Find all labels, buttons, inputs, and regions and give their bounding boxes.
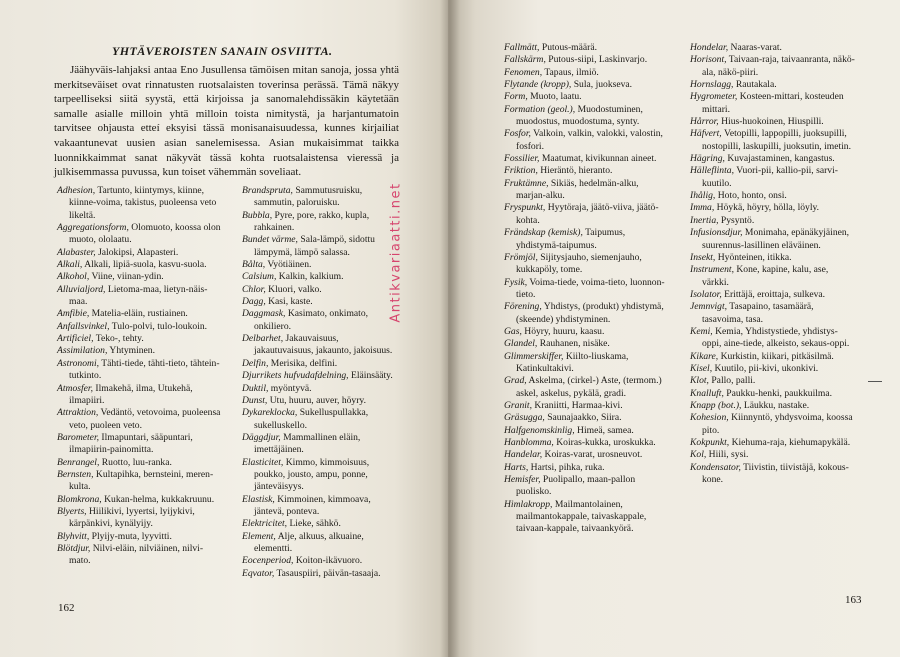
glossary-entry <box>242 308 397 333</box>
glossary-entry <box>504 277 669 302</box>
entry-definition: Kosteen-mittari, kosteuden mittari. <box>702 91 844 115</box>
entry-term: Bernsten, <box>57 468 94 480</box>
entry-definition: Alje, alkuus, alkuaine, elementti. <box>254 530 364 554</box>
entry-definition: Mammallinen eläin, imettäjäinen. <box>254 431 361 456</box>
glossary-entry <box>504 79 669 91</box>
entry-term: Dykareklocka, <box>242 407 298 419</box>
entry-term: Atmosfer, <box>57 382 93 394</box>
entry-definition: Tiivistin, tiivistäjä, kokous-kone. <box>702 461 849 486</box>
entry-term: Duktil, <box>242 382 269 394</box>
glossary-entry <box>690 363 855 375</box>
entry-term: Infusionsdjur, <box>690 227 743 239</box>
entry-term: Chlor, <box>242 283 266 295</box>
glossary-entry <box>242 185 397 210</box>
entry-term: Fysik, <box>504 276 528 288</box>
glossary-entry <box>690 227 855 252</box>
glossary-entry <box>242 284 397 296</box>
entry-term: Elektricitet, <box>242 518 288 530</box>
entry-definition: Kimmo, kimmoisuus, poukko, jousto, ampu, ponne, jänteväisyys. <box>254 456 370 493</box>
glossary-entry <box>57 531 222 543</box>
glossary-entry <box>504 400 669 412</box>
entry-term: Imma, <box>690 202 715 214</box>
intro-text: Jäähyväis-lahjaksi antaa Eno Jusullensa tämöisen mitan sanoja, jossa yhtä merkitseväiset ovat rinnatusten ruotsalaisten toverinsa perässä. Tämä näkyy tarpeelliseksi siitä syystä, että kirjoissa ja sanomalehdissäkin käytetään samalle asialle milloin yhtä milloin toista nimitystä, ja harjantumatoin tarvitsee ohjausta etteí eksyisi tässä monisanaisuudessa, kunnes kirjailiat vakaantunevat uusien asian sanelemisessa. Asian mukaisimmat taikka luonnikkaimmat sanat näkyvät tässä kohta ruotsalaistensa vieressä ja julkisemmassa puvussa, kun toiset vähemmän soveliaat. <box>54 64 399 179</box>
glossary-entry <box>690 165 855 190</box>
entry-definition: Taivaan-raja, taivaanranta, näkö-ala, näkö-piiri. <box>702 54 855 78</box>
entry-term: Bålta, <box>242 259 266 271</box>
entry-term: Hornslagg, <box>690 79 734 91</box>
page-number-left: 162 <box>58 602 75 614</box>
entry-term: Bubbla, <box>242 209 273 221</box>
glossary-entry <box>504 301 669 326</box>
entry-term: Hårror, <box>690 116 719 128</box>
entry-definition: Hius-huokoinen, Hiuspilli. <box>721 116 824 128</box>
glossary-entry <box>242 383 397 395</box>
entry-term: Astronomi, <box>57 357 100 369</box>
glossary-entry <box>504 227 669 252</box>
entry-definition: Tartunto, kiintymys, kiinne, kiinne-voima, takistus, puoleensa veto likeltä. <box>69 185 217 221</box>
entry-term: Fenomen, <box>504 66 543 78</box>
entry-definition: Lietoma-maa, lietyn-näis-maa. <box>69 283 208 308</box>
glossary-entry <box>690 153 855 165</box>
entry-definition: Vuori-pii, kallio-pii, sarvi-kuutilo. <box>702 165 838 189</box>
entry-term: Aggregationsform, <box>57 222 129 234</box>
glossary-entry <box>690 412 855 437</box>
entry-term: Blötdjur, <box>57 542 91 554</box>
glossary-entry <box>242 494 397 519</box>
entry-definition: Naaras-varat. <box>730 42 782 53</box>
entry-term: Fossilier, <box>504 153 540 165</box>
entry-term: Isolator, <box>690 288 722 300</box>
entry-definition: Yhtyminen. <box>109 345 155 357</box>
glossary-entry <box>242 395 397 407</box>
glossary-entry <box>242 568 397 580</box>
entry-term: Bundet värme, <box>242 234 298 246</box>
entry-term: Elastisk, <box>242 493 275 505</box>
entry-definition: Hiili, sysi. <box>708 449 749 461</box>
glossary-entry <box>242 407 397 432</box>
entry-definition: Putous-määrä. <box>541 42 598 53</box>
glossary-entry <box>690 351 855 363</box>
glossary-entry <box>504 104 669 129</box>
glossary-entry <box>57 259 222 271</box>
entry-definition: Höyry, huuru, kaasu. <box>524 325 605 337</box>
entry-definition: Vyötiäinen. <box>267 259 312 271</box>
entry-term: Kikare, <box>690 350 719 362</box>
glossary-entry <box>57 333 222 345</box>
glossary-entry <box>504 351 669 376</box>
entry-definition: Sukelluspullakka, sukelluskello. <box>254 407 369 431</box>
glossary-entry <box>242 432 397 457</box>
entry-definition: Kimmoinen, kimmoava, jäntevä, ponteva. <box>254 493 371 517</box>
entry-term: Flytande (kropp), <box>504 79 572 91</box>
entry-definition: Läukku, nastake. <box>743 399 810 411</box>
entry-definition: Sijitysjauho, siemenjauho, kukkapöly, tome. <box>516 251 642 276</box>
glossary-entry <box>57 469 222 494</box>
glossary-entry <box>504 178 669 203</box>
entry-definition: Hyönteinen, itikka. <box>717 251 792 263</box>
entry-definition: Kiehuma-raja, kiehumapykälä. <box>731 437 851 448</box>
entry-term: Element, <box>242 530 276 542</box>
glossary-entry <box>690 215 855 227</box>
page-title: YHTÄVEROISTEN SANAIN OSVIITTA. <box>112 44 333 58</box>
glossary-entry <box>504 54 669 66</box>
glossary-entry <box>242 518 397 530</box>
margin-mark <box>868 381 882 382</box>
entry-definition: Viine, viinan-ydin. <box>91 271 164 283</box>
entry-definition: Kluori, valko. <box>268 283 322 295</box>
entry-definition: Maatumat, kivikunnan aineet. <box>541 153 657 165</box>
entry-definition: Kuvajastaminen, kangastus. <box>727 153 835 165</box>
entry-term: Delbarhet, <box>242 333 284 345</box>
glossary-entry <box>57 494 222 506</box>
entry-term: Alkohol, <box>57 271 90 283</box>
glossary-entry <box>57 321 222 333</box>
entry-term: Calsium, <box>242 271 277 283</box>
entry-definition: Sikiäs, hedelmän-alku, marjan-alku. <box>516 177 639 202</box>
glossary-entry <box>690 42 855 54</box>
entry-definition: Puolipallo, maan-pallon puolisko. <box>516 474 636 498</box>
glossary-entry <box>57 457 222 469</box>
left-page <box>0 0 448 657</box>
glossary-entry <box>690 388 855 400</box>
entry-term: Fallskärm, <box>504 54 546 66</box>
entry-definition: Matelia-eläin, rustiainen. <box>91 308 188 320</box>
page-number-right: 163 <box>845 594 862 606</box>
entry-term: Harts, <box>504 461 529 473</box>
right-column-2 <box>690 42 855 486</box>
glossary-entry <box>690 190 855 202</box>
entry-term: Eqvator, <box>242 567 275 579</box>
entry-term: Gräsugga, <box>504 412 545 424</box>
entry-term: Frändskap (kemisk), <box>504 227 583 239</box>
entry-term: Klot, <box>690 375 709 387</box>
intro-paragraph <box>54 63 399 180</box>
entry-term: Halfgenomskinlig, <box>504 424 575 436</box>
entry-term: Kondensator, <box>690 461 741 473</box>
entry-definition: Tasapaino, tasamäärä, tasavoima, tasa. <box>702 301 814 325</box>
glossary-entry <box>57 185 222 222</box>
left-column-2 <box>242 185 397 580</box>
entry-term: Alluvialjord, <box>57 283 106 295</box>
entry-term: Brandspruta, <box>242 185 293 196</box>
glossary-entry <box>690 264 855 289</box>
entry-definition: Plyijy-muta, lyyvitti. <box>91 530 172 542</box>
entry-definition: Ruotto, luu-ranka. <box>101 456 172 468</box>
book-gutter <box>440 0 460 657</box>
entry-term: Kohesion, <box>690 412 729 424</box>
glossary-entry <box>504 412 669 424</box>
entry-definition: Taipumus, yhdistymä-taipumus. <box>516 227 626 251</box>
glossary-entry <box>690 54 855 79</box>
entry-term: Horisont, <box>690 54 727 66</box>
entry-term: Formation (geol.), <box>504 103 576 115</box>
glossary-entry <box>57 407 222 432</box>
glossary-entry <box>690 326 855 351</box>
entry-term: Form, <box>504 91 528 103</box>
entry-definition: Sula, juokseva. <box>573 79 633 91</box>
glossary-entry <box>242 234 397 259</box>
entry-definition: Pysyntö. <box>720 214 755 226</box>
entry-definition: Olomuoto, koossa olon muoto, ololaatu. <box>69 222 221 246</box>
entry-term: Handelar, <box>504 449 543 461</box>
entry-definition: Tähti-tiede, tähti-tieto, tähtein-tutkinto. <box>69 357 220 382</box>
entry-term: Granit, <box>504 399 532 411</box>
entry-term: Knalluft, <box>690 387 724 399</box>
glossary-entry <box>242 457 397 494</box>
entry-term: Kol, <box>690 449 707 461</box>
entry-definition: myöntyvä. <box>270 382 312 394</box>
entry-definition: Merisika, delfini. <box>270 357 338 369</box>
glossary-entry <box>504 425 669 437</box>
entry-term: Amfibie, <box>57 308 90 320</box>
entry-definition: Kalkin, kalkium. <box>278 271 344 283</box>
entry-term: Knapp (bot.), <box>690 399 742 411</box>
entry-definition: Utu, huuru, auver, höyry. <box>269 394 366 406</box>
entry-term: Hanblomma, <box>504 437 554 448</box>
glossary-entry <box>690 375 855 387</box>
entry-term: Blomkrona, <box>57 493 102 505</box>
entry-definition: Kultapihka, bernsteini, meren-kulta. <box>69 468 214 493</box>
entry-definition: Muodostuminen, muodostus, muodostuma, synty. <box>516 103 643 128</box>
glossary-entry <box>690 449 855 461</box>
entry-definition: Koiras-kukka, uroskukka. <box>556 437 656 448</box>
entry-term: Elasticitet, <box>242 456 284 468</box>
entry-definition: Rauhanen, nisäke. <box>539 338 610 350</box>
entry-term: Kokpunkt, <box>690 437 730 448</box>
entry-definition: Vedäntö, vetovoima, puoleensa veto, puoleen veto. <box>69 407 221 431</box>
entry-definition: Erittäjä, eroittaja, sulkeva. <box>724 288 826 300</box>
entry-definition: Teko-, tehty. <box>95 333 144 345</box>
glossary-entry <box>57 247 222 259</box>
entry-definition: Yhdistys, (produkt) yhdistymä, (skeende) yhdistyminen. <box>516 301 664 325</box>
entry-term: Anfallsvinkel, <box>57 320 110 332</box>
glossary-entry <box>504 338 669 350</box>
entry-definition: Tapaus, ilmiö. <box>544 66 599 78</box>
entry-term: Alabaster, <box>57 246 96 258</box>
entry-term: Insekt, <box>690 251 716 263</box>
entry-term: Frömjöl, <box>504 251 538 263</box>
entry-definition: Muoto, laatu. <box>530 91 582 103</box>
entry-definition: Valkoin, valkin, valokki, valostin, fosfori. <box>516 128 663 152</box>
glossary-entry <box>242 358 397 370</box>
entry-definition: Ilmakehä, ilma, Utukehä, ilmapiiri. <box>69 382 193 406</box>
entry-definition: Sammutusruisku, sammutin, paloruisku. <box>254 185 363 209</box>
entry-term: Fosfor, <box>504 128 531 140</box>
entry-term: Barometer, <box>57 431 100 443</box>
entry-definition: Monimaha, epänäkyjäinen, suurennus-lasillinen eläväinen. <box>702 227 850 251</box>
entry-definition: Vetopilli, lappopilli, juoksupilli, nostopilli, laskupilli, juoksutin, imetin. <box>702 128 851 152</box>
entry-definition: Tasauspiiri, päivän-tasaaja. <box>276 567 381 579</box>
entry-term: Delfin, <box>242 357 269 369</box>
entry-definition: Kukan-helma, kukkakruunu. <box>104 493 215 505</box>
entry-term: Adhesion, <box>57 185 96 196</box>
glossary-entry <box>57 432 222 457</box>
entry-definition: Askelma, (cirkel-) Aste, (termom.) askel, askelus, pykälä, gradi. <box>516 375 662 399</box>
entry-term: Kisel, <box>690 362 713 374</box>
entry-definition: Höykä, höyry, hölla, löyly. <box>716 202 820 214</box>
entry-term: Inertia, <box>690 214 719 226</box>
entry-term: Fryspunkt, <box>504 202 546 214</box>
glossary-entry <box>57 308 222 320</box>
glossary-entry <box>504 375 669 400</box>
entry-term: Grad, <box>504 375 527 387</box>
entry-definition: Lieke, sähkö. <box>289 518 341 530</box>
glossary-entry <box>690 202 855 214</box>
entry-term: Glandel, <box>504 338 538 350</box>
entry-definition: Kasi, kaste. <box>268 296 313 308</box>
entry-definition: Voima-tiede, voima-tieto, luonnon-tieto. <box>516 276 665 300</box>
glossary-entry <box>57 345 222 357</box>
entry-term: Djurrikets hufvudafdelning, <box>242 370 349 382</box>
entry-definition: Rautakala. <box>735 79 777 91</box>
entry-term: Friktion, <box>504 165 538 177</box>
entry-term: Instrument, <box>690 264 734 276</box>
right-column-1 <box>504 42 669 536</box>
entry-term: Dunst, <box>242 394 268 406</box>
entry-definition: Ilmapuntari, sääpuntari, ilmapiirin-painomitta. <box>69 431 193 456</box>
glossary-entry <box>57 543 222 568</box>
entry-term: Kemi, <box>690 325 713 337</box>
entry-term: Ihålig, <box>690 190 716 202</box>
entry-term: Häfvert, <box>690 128 722 140</box>
entry-definition: Hiilikivi, lyyertsi, lyijykivi, kärpänkivi, kynälyijy. <box>69 505 195 530</box>
glossary-entry <box>504 165 669 177</box>
glossary-entry <box>242 333 397 358</box>
entry-definition: Hoto, honto, onsi. <box>717 190 787 202</box>
entry-term: Benrangel, <box>57 456 100 468</box>
entry-definition: Pyre, pore, rakko, kupla, rahkainen. <box>254 209 370 234</box>
entry-term: Daggmask, <box>242 308 286 320</box>
entry-definition: Kone, kapine, kalu, ase, värkki. <box>702 264 829 288</box>
glossary-entry <box>57 284 222 309</box>
entry-term: Gas, <box>504 325 522 337</box>
entry-definition: Mailmantolainen, mailmantokappale, taivaskappale, taivaan-kappale, taivaankyörä. <box>516 498 647 535</box>
entry-term: Dagg, <box>242 296 266 308</box>
glossary-entry <box>690 462 855 487</box>
glossary-entry <box>504 326 669 338</box>
glossary-entry <box>504 42 669 54</box>
glossary-entry <box>242 555 397 567</box>
glossary-entry <box>504 128 669 153</box>
entry-term: Hägring, <box>690 153 725 165</box>
glossary-entry <box>57 222 222 247</box>
entry-term: Attraktion, <box>57 407 99 419</box>
entry-term: Hälleflinta, <box>690 165 734 177</box>
glossary-entry <box>504 462 669 474</box>
entry-definition: Hieräntö, hieranto. <box>540 165 613 177</box>
entry-term: Jemnvigt, <box>690 301 728 313</box>
glossary-entry <box>504 202 669 227</box>
entry-term: Assimilation, <box>57 345 108 357</box>
entry-definition: Kraniitti, Harmaa-kivi. <box>534 399 623 411</box>
entry-term: Hondelar, <box>690 42 729 53</box>
entry-definition: Hyytöraja, jäätö-viiva, jäätö-kohta. <box>516 202 659 226</box>
glossary-entry <box>57 358 222 383</box>
glossary-entry <box>504 153 669 165</box>
entry-term: Hemisfer, <box>504 474 541 486</box>
entry-definition: Nilvi-eläin, nilviäinen, nilvi-mato. <box>69 542 204 567</box>
glossary-entry <box>504 91 669 103</box>
entry-definition: Pallo, palli. <box>711 375 756 387</box>
glossary-entry <box>690 252 855 264</box>
glossary-entry <box>242 271 397 283</box>
entry-term: Glimmerskiffer, <box>504 350 564 362</box>
glossary-entry <box>504 474 669 499</box>
glossary-entry <box>242 531 397 556</box>
entry-definition: Koiras-varat, urosneuvot. <box>544 449 643 461</box>
entry-term: Himlakropp, <box>504 498 553 510</box>
glossary-entry <box>504 437 669 449</box>
entry-definition: Koiton-ikävuoro. <box>295 555 363 567</box>
entry-definition: Kiinnyntö, yhdysvoima, koossa pito. <box>702 412 853 436</box>
entry-definition: Paukku-henki, paukkuilma. <box>726 387 833 399</box>
entry-term: Artificiel, <box>57 333 94 345</box>
glossary-entry <box>690 437 855 449</box>
left-column-1 <box>57 185 222 568</box>
glossary-entry <box>242 210 397 235</box>
entry-definition: Kasimato, onkimato, onkiliero. <box>254 308 369 332</box>
entry-term: Blyerts, <box>57 505 87 517</box>
entry-term: Eocenperiod, <box>242 555 294 567</box>
glossary-entry <box>690 79 855 91</box>
entry-definition: Alkali, lipiä-suola, kasvu-suola. <box>84 259 207 271</box>
glossary-entry <box>242 259 397 271</box>
glossary-entry <box>690 128 855 153</box>
glossary-entry <box>57 383 222 408</box>
right-page <box>448 0 900 657</box>
glossary-entry <box>690 91 855 116</box>
entry-definition: Himeä, samea. <box>577 424 634 436</box>
glossary-entry <box>690 116 855 128</box>
entry-definition: Kiilto-liuskama, Katinkultakivi. <box>516 350 629 374</box>
entry-definition: Saunajaakko, Siira. <box>547 412 622 424</box>
entry-term: Blyhvitt, <box>57 530 90 542</box>
entry-term: Hygrometer, <box>690 91 738 103</box>
entry-term: Fallmätt, <box>504 42 540 53</box>
entry-definition: Kuutilo, pii-kivi, ukonkivi. <box>714 362 819 374</box>
entry-definition: Putous-siipi, Laskinvarjo. <box>548 54 648 66</box>
entry-definition: Jakauvaisuus, jakautuvaisuus, jakaunto, jakoisuus. <box>254 333 393 357</box>
entry-definition: Jalokipsi, Alapasteri. <box>98 246 179 258</box>
entry-definition: Sala-lämpö, sidottu lämpymä, lämpö salassa. <box>254 234 375 258</box>
glossary-entry <box>504 252 669 277</box>
entry-term: Alkali, <box>57 259 83 271</box>
glossary-entry <box>690 301 855 326</box>
glossary-entry <box>504 449 669 461</box>
glossary-entry <box>242 370 397 382</box>
entry-term: Fruktämne, <box>504 177 549 189</box>
glossary-entry <box>504 67 669 79</box>
glossary-entry <box>690 400 855 412</box>
entry-definition: Eläinsääty. <box>351 370 393 382</box>
glossary-entry <box>504 499 669 536</box>
entry-definition: Kemia, Yhdistystiede, yhdistys-oppi, aine-tiede, alkeisto, sekaus-oppi. <box>702 325 850 350</box>
entry-term: Däggdjur, <box>242 431 281 443</box>
watermark: Antikvariaatti.net <box>388 182 404 323</box>
glossary-entry <box>57 506 222 531</box>
entry-definition: Tulo-polvi, tulo-loukoin. <box>111 320 208 332</box>
entry-definition: Kurkistin, kiikari, pitkäsilmä. <box>720 350 834 362</box>
glossary-entry <box>57 271 222 283</box>
glossary-entry <box>690 289 855 301</box>
entry-definition: Hartsi, pihka, ruka. <box>530 461 605 473</box>
glossary-entry <box>242 296 397 308</box>
entry-term: Förening, <box>504 301 542 313</box>
